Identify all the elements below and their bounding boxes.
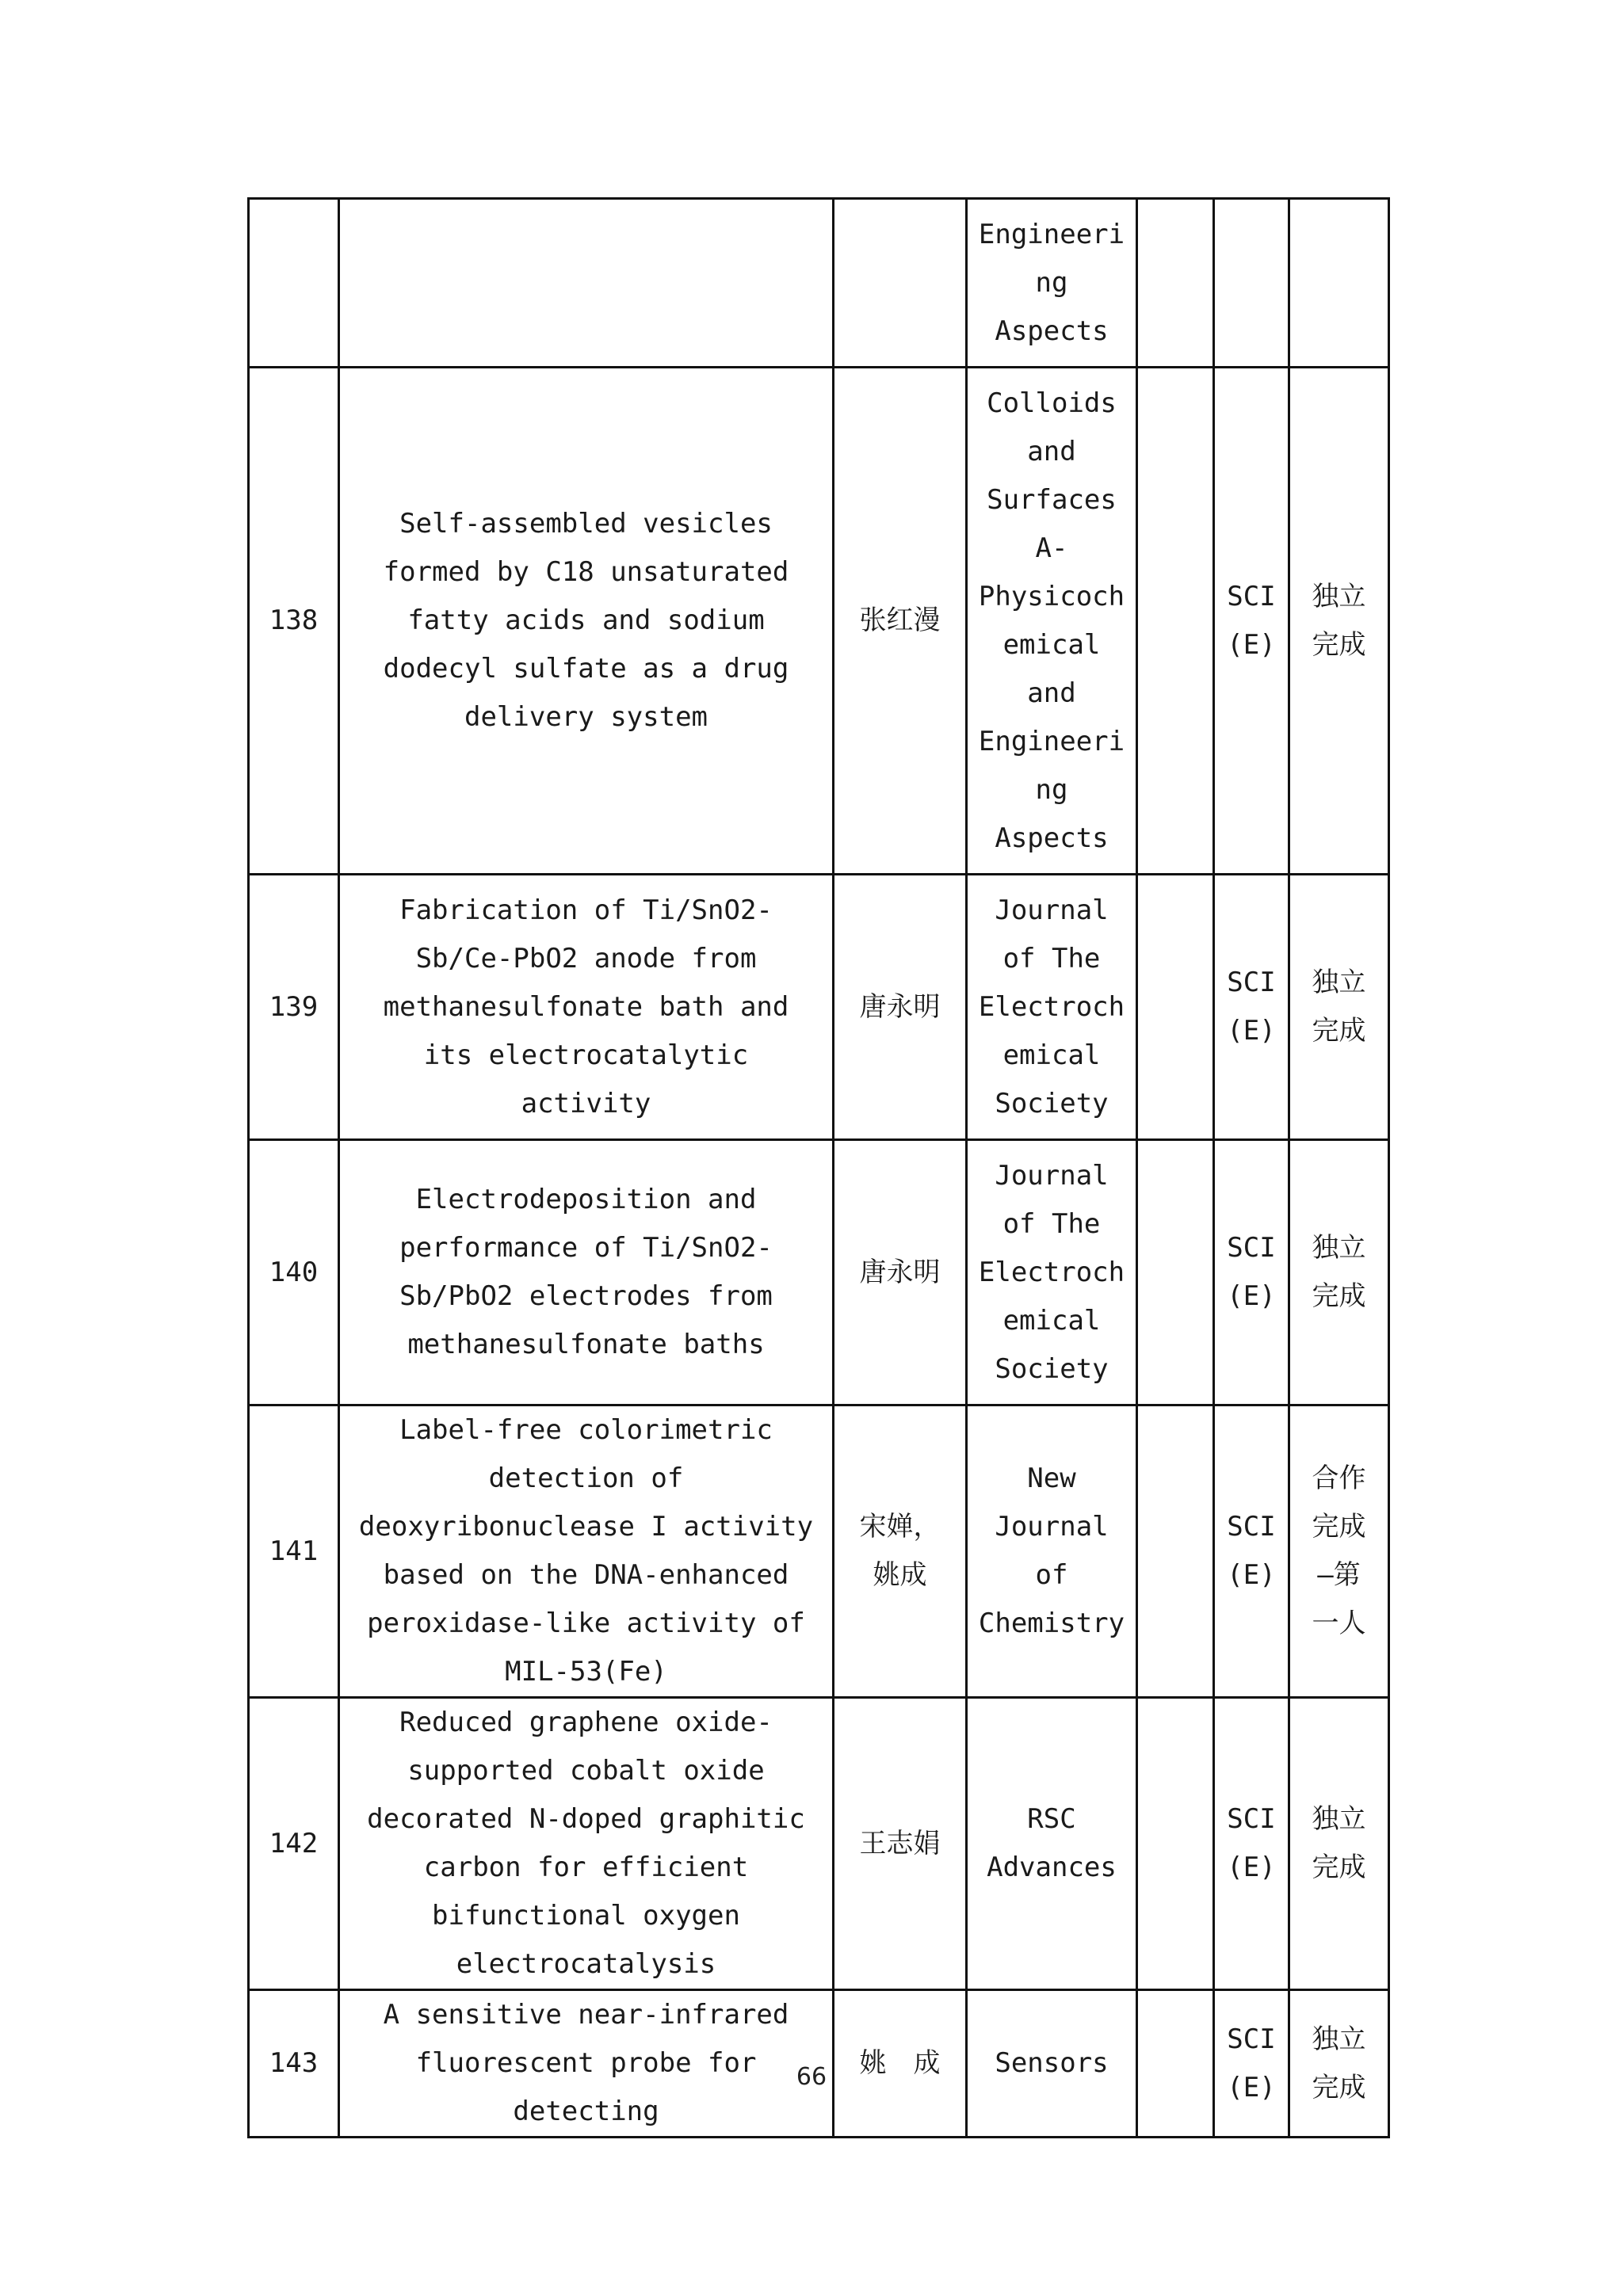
paper-title: Fabrication of Ti/SnO2-Sb/Ce-PbO2 anode from methanesulfonate bath and its electrocatalytic activity bbox=[339, 875, 834, 1140]
table-row bbox=[249, 1405, 1389, 1698]
row-number: 140 bbox=[249, 1140, 339, 1405]
author-cell: 唐永明 bbox=[834, 1140, 967, 1405]
table-row bbox=[249, 199, 1389, 368]
author-cell: 王志娟 bbox=[834, 1698, 967, 1990]
author-cell: 张红漫 bbox=[834, 368, 967, 875]
role-cell: 合作 完成 —第 一人 bbox=[1289, 1405, 1389, 1698]
journal-cell: Sensors bbox=[967, 1990, 1137, 2138]
journal-cell: Colloids and Surfaces A- Physicoch emical and Engineeri ng Aspects bbox=[967, 368, 1137, 875]
role-cell: 独立 完成 bbox=[1289, 1140, 1389, 1405]
journal-cell: New Journal of Chemistry bbox=[967, 1405, 1137, 1698]
blank-cell bbox=[1137, 199, 1214, 368]
paper-title: A sensitive near-infrared fluorescent probe for detecting bbox=[339, 1990, 834, 2138]
table-row bbox=[249, 1698, 1389, 1990]
row-number: 143 bbox=[249, 1990, 339, 2138]
row-number: 141 bbox=[249, 1405, 339, 1698]
paper-title: Self-assembled vesicles formed by C18 unsaturated fatty acids and sodium dodecyl sulfate as a drug delivery system bbox=[339, 368, 834, 875]
author-cell bbox=[834, 199, 967, 368]
role-cell bbox=[1289, 199, 1389, 368]
blank-cell bbox=[1137, 1140, 1214, 1405]
paper-title: Reduced graphene oxide-supported cobalt oxide decorated N-doped graphitic carbon for efficient bifunctional oxygen electrocatalysis bbox=[339, 1698, 834, 1990]
blank-cell bbox=[1137, 368, 1214, 875]
journal-cell: Journal of The Electroch emical Society bbox=[967, 875, 1137, 1140]
index-cell: SCI (E) bbox=[1214, 1990, 1289, 2138]
paper-title bbox=[339, 199, 834, 368]
index-cell: SCI (E) bbox=[1214, 1405, 1289, 1698]
row-number: 138 bbox=[249, 368, 339, 875]
journal-cell: Engineeri ng Aspects bbox=[967, 199, 1137, 368]
index-cell: SCI (E) bbox=[1214, 875, 1289, 1140]
author-cell: 宋婵， 姚成 bbox=[834, 1405, 967, 1698]
role-cell: 独立 完成 bbox=[1289, 875, 1389, 1140]
index-cell: SCI (E) bbox=[1214, 1698, 1289, 1990]
publication-table-body bbox=[249, 199, 1389, 2138]
table-row bbox=[249, 368, 1389, 875]
role-cell: 独立 完成 bbox=[1289, 1698, 1389, 1990]
journal-cell: Journal of The Electroch emical Society bbox=[967, 1140, 1137, 1405]
author-cell: 姚 成 bbox=[834, 1990, 967, 2138]
role-cell: 独立 完成 bbox=[1289, 368, 1389, 875]
blank-cell bbox=[1137, 875, 1214, 1140]
paper-title: Electrodeposition and performance of Ti/SnO2-Sb/PbO2 electrodes from methanesulfonate baths bbox=[339, 1140, 834, 1405]
blank-cell bbox=[1137, 1405, 1214, 1698]
author-cell: 唐永明 bbox=[834, 875, 967, 1140]
row-number bbox=[249, 199, 339, 368]
index-cell bbox=[1214, 199, 1289, 368]
page-number: 66 bbox=[796, 2063, 827, 2091]
row-number: 139 bbox=[249, 875, 339, 1140]
journal-cell: RSC Advances bbox=[967, 1698, 1137, 1990]
index-cell: SCI (E) bbox=[1214, 1140, 1289, 1405]
row-number: 142 bbox=[249, 1698, 339, 1990]
table-row bbox=[249, 1140, 1389, 1405]
table-row bbox=[249, 875, 1389, 1140]
publication-table bbox=[247, 197, 1390, 2138]
paper-title: Label-free colorimetric detection of deoxyribonuclease I activity based on the DNA-enhanced peroxidase-like activity of MIL-53(Fe) bbox=[339, 1405, 834, 1698]
blank-cell bbox=[1137, 1698, 1214, 1990]
index-cell: SCI (E) bbox=[1214, 368, 1289, 875]
role-cell: 独立 完成 bbox=[1289, 1990, 1389, 2138]
